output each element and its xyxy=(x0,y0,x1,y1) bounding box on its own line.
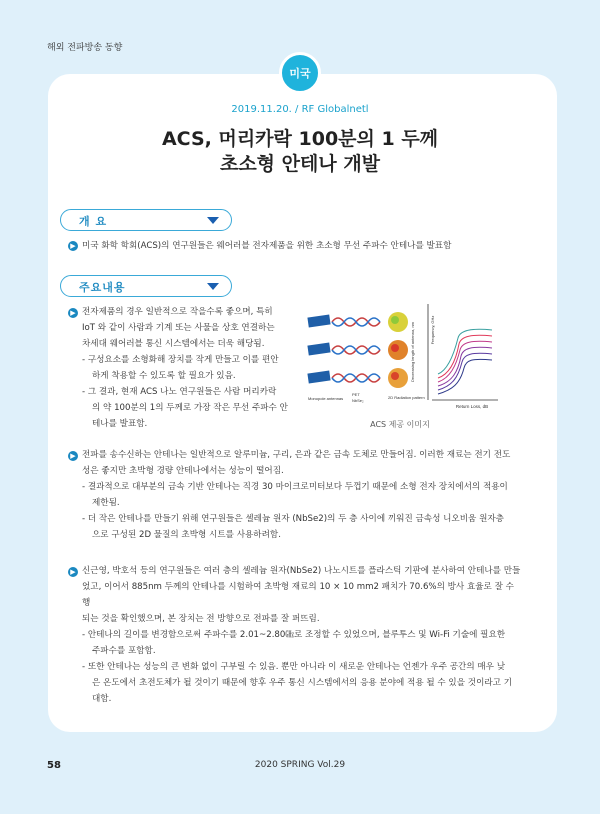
text-line: 대함. xyxy=(92,694,112,704)
issue-label: 2020 SPRING Vol.29 xyxy=(254,760,346,770)
main-section-header[interactable] xyxy=(60,275,232,297)
legend-pet: PET xyxy=(352,392,360,397)
text-line: - 구성요소를 소형화해 장치를 작게 만들고 이를 편안 xyxy=(82,355,279,365)
legend-radiation: 2D Radiation pattern xyxy=(388,395,425,400)
text-line: - 더 작은 안테나를 만들기 위해 연구원들은 셀레늄 원자 (NbSe2)의 두 층 사이에 끼워진 금속성 니오비움 원자층 xyxy=(82,514,504,524)
paragraph-3 xyxy=(82,563,522,707)
text-line: IoT 와 같이 사람과 기계 또는 사물을 상호 연결하는 xyxy=(82,323,275,333)
text-line: 제한됨. xyxy=(92,498,120,508)
bullet-arrow-icon: ▶ xyxy=(68,451,78,461)
country-badge: 미국 xyxy=(279,52,321,94)
overview-heading: 개 요 xyxy=(79,215,108,228)
legend-monopole: Monopole antennas xyxy=(308,396,344,401)
title-line-1: ACS, 머리카락 100분의 1 두께 xyxy=(161,128,439,150)
overview-section-header[interactable] xyxy=(60,209,232,231)
paragraph-1 xyxy=(82,304,294,432)
text-line: 었고, 이어서 885nm 두께의 안테나를 시험하여 초박형 재료의 10 × 10 mm2 패치가 70.6%의 방사 효율로 잘 수행 xyxy=(82,582,514,608)
text-line: 의 약 100분의 1의 두께로 가장 작은 무선 주파수 안 xyxy=(92,403,288,413)
date-source: 2019.11.20. / RF Globalnetl xyxy=(231,104,369,115)
legend-nbse2: NbSe₂ xyxy=(352,398,364,403)
antenna-figure xyxy=(302,300,502,418)
figure-xlabel: Return Loss, dB xyxy=(455,404,489,409)
title-line-2: 초소형 안테나 개발 xyxy=(219,153,381,175)
paragraph-2 xyxy=(82,447,522,543)
dropdown-triangle-icon xyxy=(207,283,219,290)
overview-text: 미국 화학 학회(ACS)의 연구원들은 웨어러블 전자제품을 위한 초소형 무선 주파수 안테나를 발표함 xyxy=(82,241,452,251)
text-line: 신근영, 박호석 등의 연구원들은 여러 층의 셀레늄 원자(NbSe2) 나노시트를 플라스틱 기판에 분사하여 안테나를 만들 xyxy=(82,566,521,576)
article-title xyxy=(0,127,600,177)
radiation-pattern-icon xyxy=(388,312,408,388)
text-line: 전자제품의 경우 일반적으로 작을수록 좋으며, 특히 xyxy=(82,307,273,317)
figure-caption: ACS 제공 이미지 xyxy=(370,420,430,429)
text-line: 성은 좋지만 초박형 경량 안테나에서는 성능이 떨어짐. xyxy=(82,466,284,476)
bullet-arrow-icon: ▶ xyxy=(68,308,78,318)
monopole-antenna-icon xyxy=(307,315,330,384)
dropdown-triangle-icon xyxy=(207,217,219,224)
text-line: 전파를 송수신하는 안테나는 일반적으로 알루미늄, 구리, 은과 같은 금속 도체로 만들어짐. 이러한 재료는 전기 전도 xyxy=(82,450,511,460)
text-line: 차세대 웨어러블 통신 시스템에서는 더욱 해당됨. xyxy=(82,339,265,349)
text-line: 은 온도에서 초전도체가 될 것이기 때문에 향후 우주 통신 시스템에서의 응용 분야에 적용 될 수 있을 것이라고 기 xyxy=(92,678,513,688)
text-line: 되는 것을 확인했으며, 본 장치는 전 방향으로 전파를 잘 퍼뜨림. xyxy=(82,614,320,624)
section-label: 해외 전파방송 동향 xyxy=(47,43,123,53)
bullet-arrow-icon: ▶ xyxy=(68,241,78,251)
text-line: 주파수를 포함함. xyxy=(92,646,156,656)
text-line: - 결과적으로 대부분의 금속 기반 안테나는 직경 30 마이크로미터보다 두껍기 때문에 소형 전자 장치에서의 적용이 xyxy=(82,482,508,492)
main-heading: 주요내용 xyxy=(79,281,126,294)
page-number: 58 xyxy=(47,760,61,771)
text-line: 으로 구성된 2D 물질의 초박형 시트를 사용하려함. xyxy=(92,530,281,540)
text-line: - 안테나의 길이를 변경함으로써 주파수를 2.01~2.80㎓로 조정할 수 있었으며, 블루투스 및 Wi-Fi 기술에 필요한 xyxy=(82,630,506,640)
text-line: - 그 결과, 현재 ACS 나노 연구원들은 사람 머리카락 xyxy=(82,387,277,397)
text-line: - 또한 안테나는 성능의 큰 변화 없이 구부릴 수 있음. 뿐만 아니라 이 새로운 안테나는 언젠가 우주 공간의 매우 낮 xyxy=(82,662,506,672)
figure-ylabel-2: Frequency, GHz xyxy=(430,315,435,345)
text-line: 하게 착용할 수 있도록 할 필요가 있음. xyxy=(92,371,236,381)
figure-ylabel: Decreasing length of antenna, nm xyxy=(410,321,415,383)
bullet-arrow-icon: ▶ xyxy=(68,567,78,577)
text-line: 테나를 발표함. xyxy=(92,419,148,429)
